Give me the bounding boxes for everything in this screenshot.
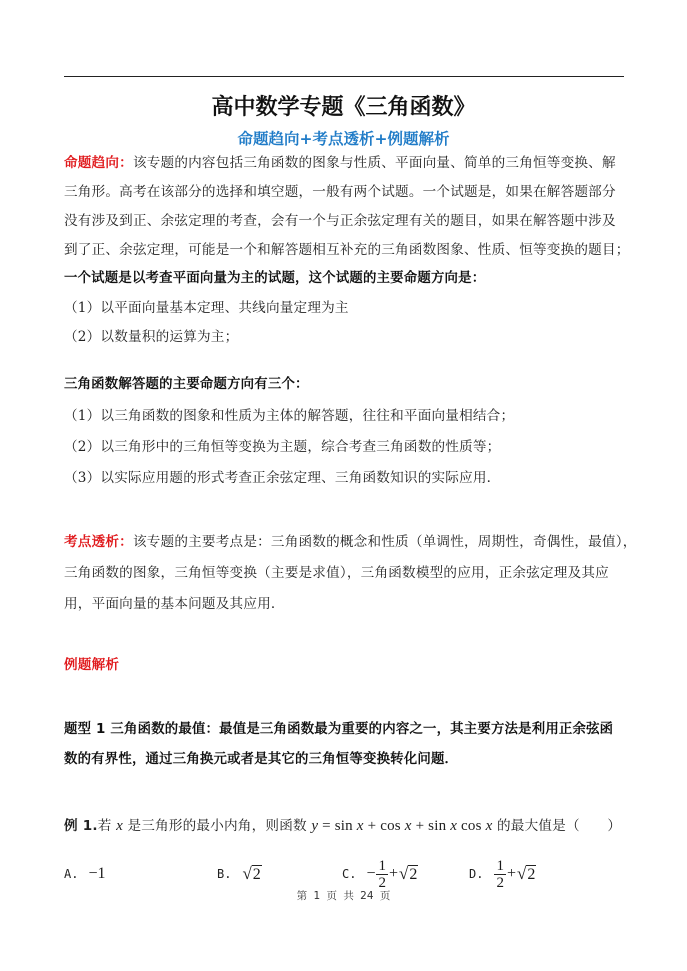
trend-paragraph-line-3: 没有涉及到正、余弦定理的考查，会有一个与正余弦定理有关的题目，如果在解答题中涉及: [64, 213, 616, 229]
points-paragraph-line-3: 用，平面向量的基本问题及其应用．: [64, 596, 285, 612]
trend-paragraph-line-2: 三角形。高考在该部分的选择和填空题，一般有两个试题。一个试题是，如果在解答题部分: [64, 184, 616, 200]
examples-heading: 例题解析: [64, 657, 120, 673]
option-d-letter: D.: [469, 867, 484, 881]
vector-heading: 一个试题是以考查平面向量为主的试题，这个试题的主要命题方向是：: [64, 271, 486, 286]
points-paragraph-line-2: 三角函数的图象，三角恒等变换（主要是求值），三角函数模型的应用，正余弦定理及其应: [64, 565, 609, 581]
points-text: 该专题的主要考点是：三角函数的概念和性质（单调性，周期性，奇偶性，最值），: [132, 534, 637, 550]
points-paragraph-line-1: [64, 532, 637, 552]
option-a-letter: A.: [64, 867, 79, 881]
example1-text-c: 的最大值是（ ）: [492, 818, 622, 834]
type1-line-2: 数的有界性，通过三角换元或者是其它的三角恒等变换转化问题．: [64, 752, 459, 767]
trend-label: 命题趋向：: [64, 155, 133, 171]
trig-item-2: （2）以三角形中的三角恒等变换为主题，综合考查三角函数的性质等；: [64, 439, 501, 455]
option-b-letter: B.: [217, 867, 232, 881]
option-d-value: $\frac{1}{2}$ + √ 2: [496, 857, 536, 891]
trend-text: 该专题的内容包括三角函数的图象与性质、平面向量、简单的三角恒等变换、解: [132, 155, 616, 171]
option-a-value: −1: [88, 865, 106, 882]
example1-text-a: 若: [97, 818, 117, 834]
points-label: 考点透析：: [64, 534, 133, 550]
example1-text-b: 是三角形的最小内角，则函数: [122, 818, 312, 834]
option-b-value: [241, 865, 261, 883]
document-subtitle: 命题趋向+考点透析+例题解析: [237, 130, 450, 148]
header-rule: [64, 76, 624, 77]
example1-question: [64, 816, 626, 836]
vector-item-1: （1）以平面向量基本定理、共线向量定理为主: [64, 300, 349, 316]
fraction: $\frac{1}{2}$: [496, 857, 504, 891]
trig-item-1: （1）以三角函数的图象和性质为主体的解答题，往往和平面向量相结合；: [64, 408, 515, 424]
document-title: 高中数学专题《三角函数》: [211, 95, 476, 120]
sqrt-symbol: √ 2: [516, 864, 536, 883]
type1-line-1: 题型 1 三角函数的最值：最值是三角函数最为重要的内容之一，其主要方法是利用正余弦函: [64, 722, 614, 737]
trend-paragraph-line-1: [64, 153, 626, 173]
vector-item-2: （2）以数量积的运算为主；: [64, 329, 239, 345]
trig-heading: 三角函数解答题的主要命题方向有三个：: [64, 377, 309, 392]
option-c-letter: C.: [342, 867, 357, 881]
page-number-footer: 第 1 页 共 24 页: [296, 890, 391, 902]
sqrt-symbol: √ 2: [242, 864, 261, 883]
var-x: x: [116, 818, 123, 834]
example1-label: 例 1.: [64, 818, 98, 834]
fraction: $\frac{1}{2}$: [378, 857, 386, 891]
trend-paragraph-line-4: 到了正、余弦定理，可能是一个和解答题相互补充的三角函数图象、性质、恒等变换的题目；: [64, 242, 630, 258]
trig-item-3: （3）以实际应用题的形式考查正余弦定理、三角函数知识的实际应用．: [64, 470, 501, 486]
option-c-value: − $\frac{1}{2}$ + √ 2: [366, 857, 418, 891]
example1-formula: y = sin x + cos x + sin x cos x: [311, 818, 493, 834]
sqrt-symbol: √ 2: [399, 864, 418, 883]
example1-var-x: [116, 818, 123, 834]
